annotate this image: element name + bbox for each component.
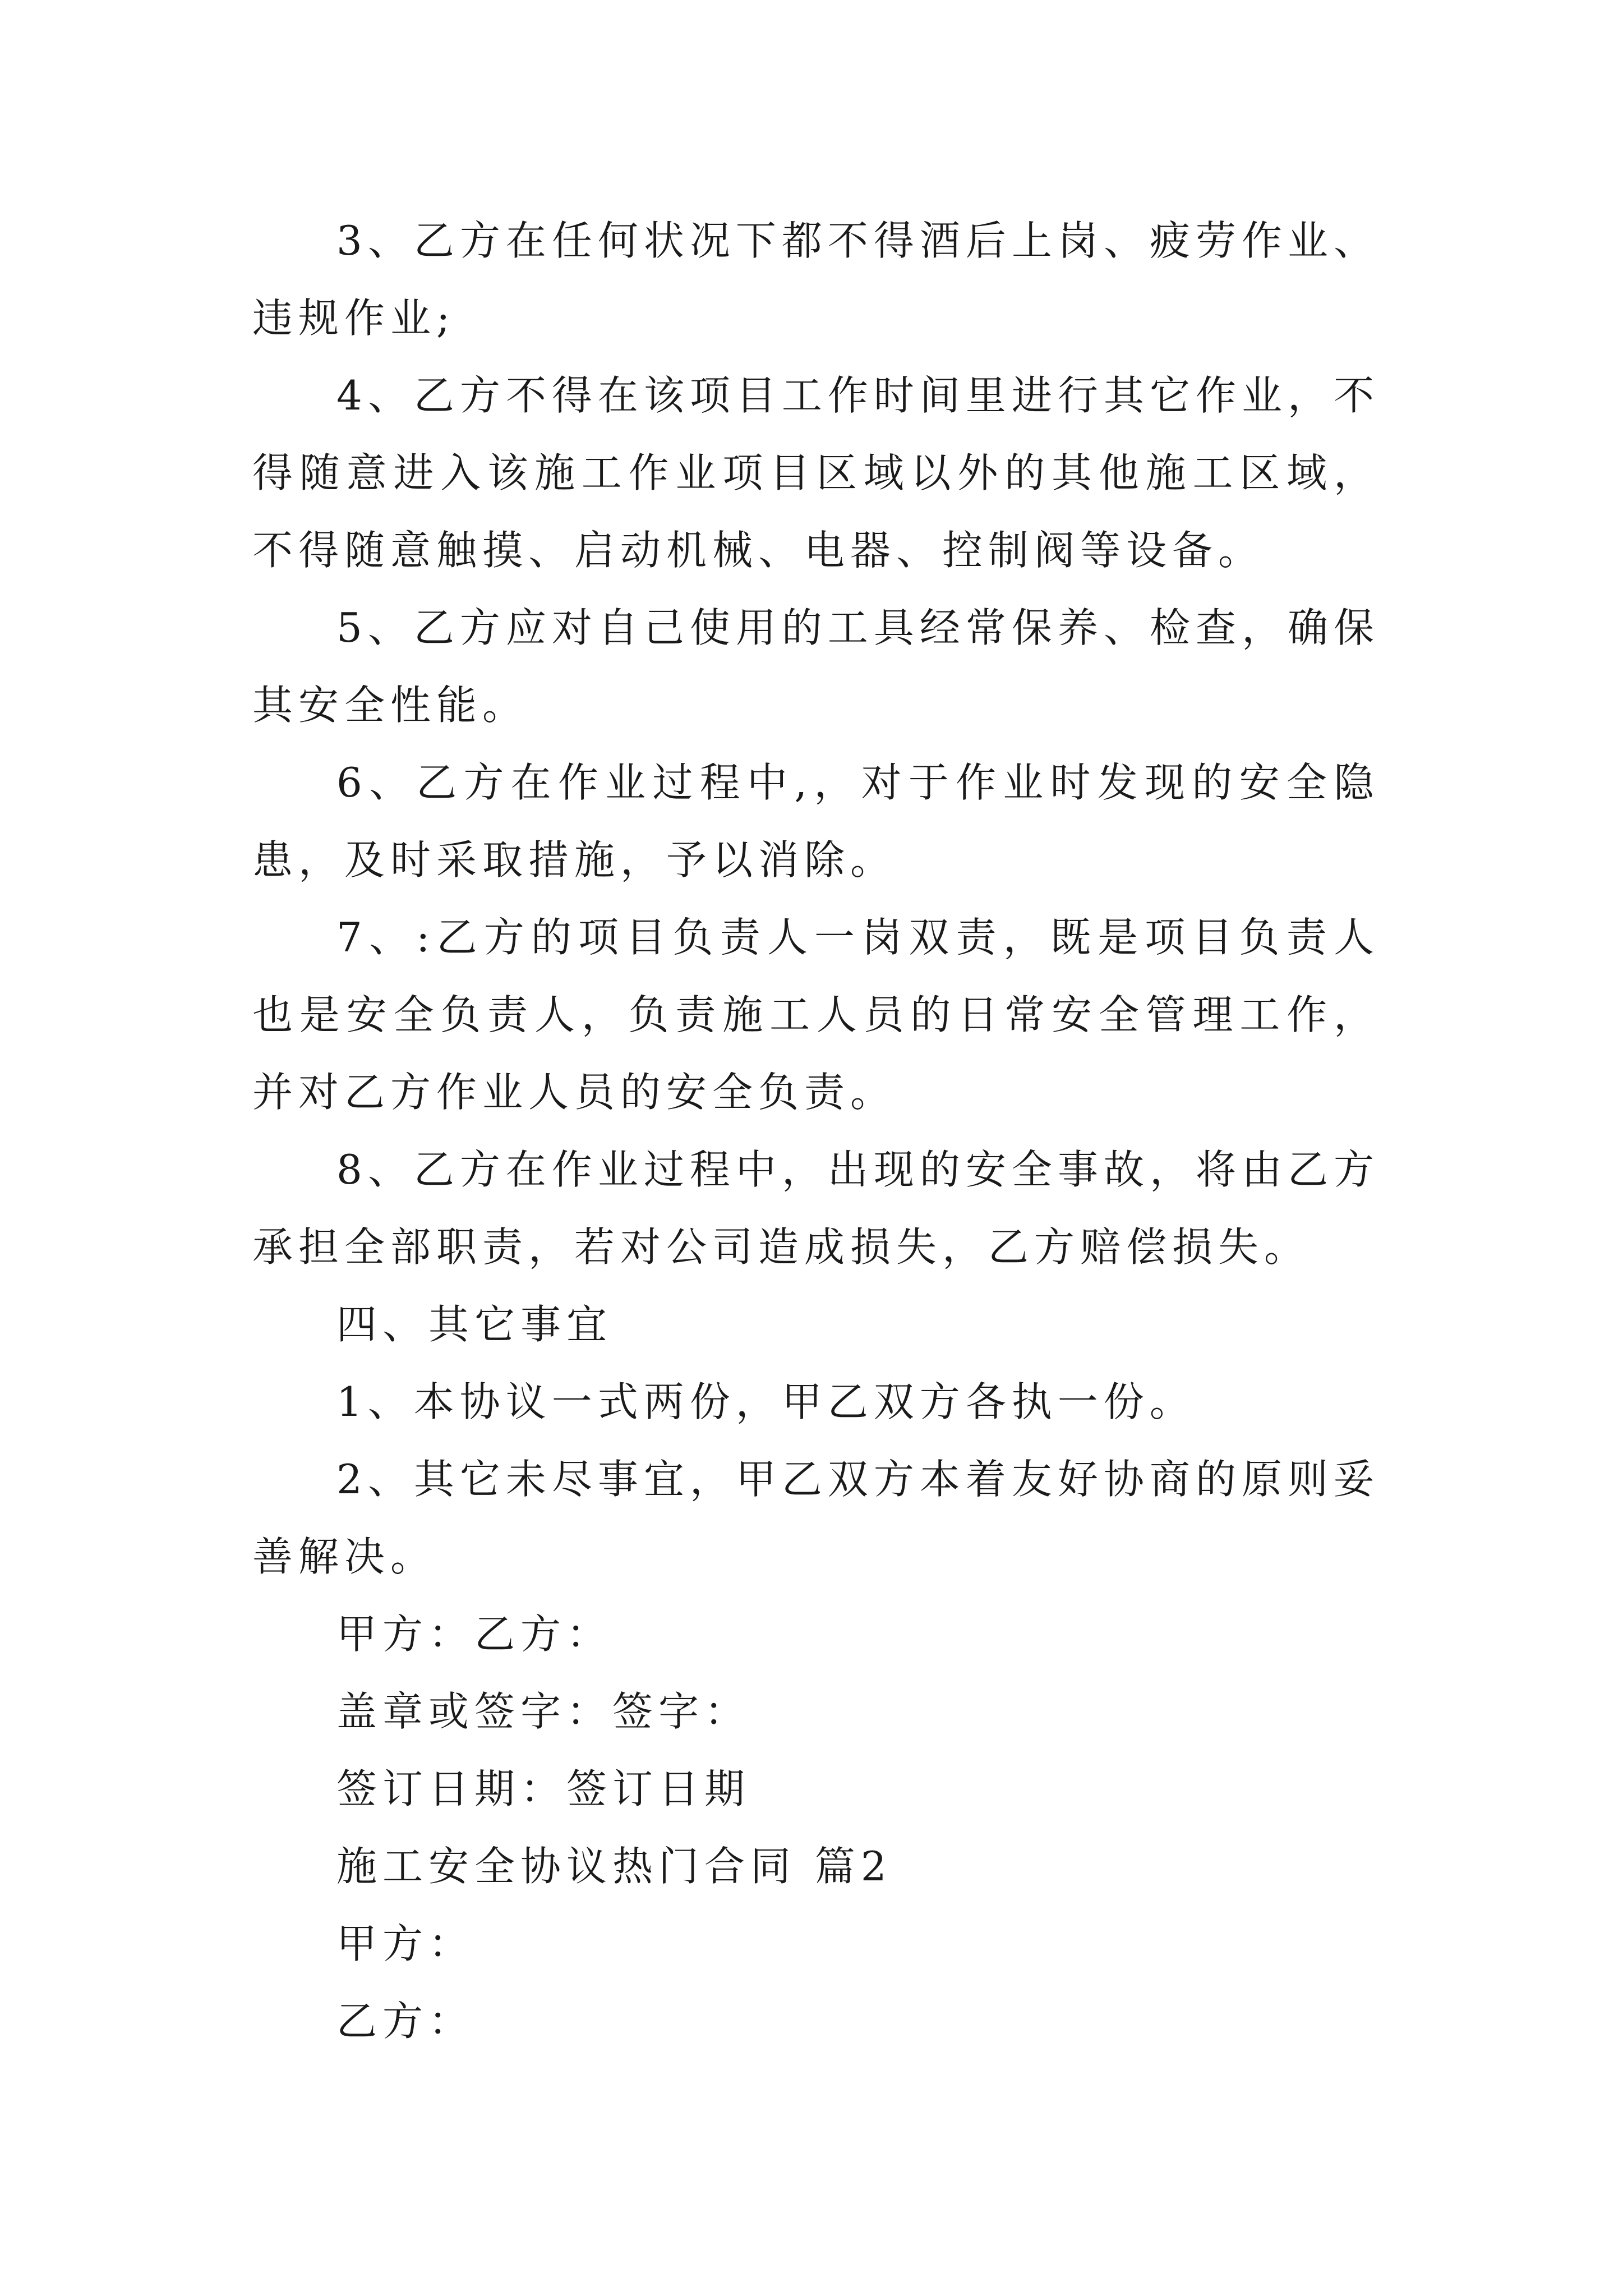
paragraph-other-2: 2、其它未尽事宜，甲乙双方本着友好协商的原则妥善解决。: [252, 1456, 1380, 1580]
paragraph-clause-5: 5、乙方应对自己使用的工具经常保养、检查，确保其安全性能。: [252, 604, 1380, 729]
section-heading-other-matters: 四、其它事宜: [336, 1301, 613, 1348]
signature-date-line: 签订日期：签订日期: [336, 1765, 751, 1812]
paragraph-clause-4: 4、乙方不得在该项目工作时间里进行其它作业，不得随意进入该施工作业项目区域以外的其他施工区域，不得随意触摸、启动机械、电器、控制阀等设备。: [252, 372, 1380, 574]
paragraph-clause-8: 8、乙方在作业过程中，出现的安全事故，将由乙方承担全部职责，若对公司造成损失，乙方赔偿损失。: [252, 1146, 1380, 1271]
signature-parties-line: 甲方：乙方：: [336, 1611, 613, 1658]
party-a-line: 甲方：: [336, 1920, 475, 1967]
signature-seal-line: 盖章或签字：签字：: [336, 1688, 751, 1735]
document-body: [252, 202, 1380, 2060]
party-b-line: 乙方：: [336, 1998, 475, 2045]
paragraph-other-1: 1、本协议一式两份，甲乙双方各执一份。: [336, 1378, 1196, 1425]
paragraph-clause-3: 3、乙方在任何状况下都不得酒后上岗、疲劳作业、违规作业;: [252, 217, 1380, 342]
paragraph-clause-7: 7、:乙方的项目负责人一岗双责，既是项目负责人也是安全负责人，负责施工人员的日常安全管理工作，并对乙方作业人员的安全负责。: [252, 914, 1380, 1116]
next-contract-title: 施工安全协议热门合同 篇2: [336, 1843, 892, 1890]
paragraph-clause-6: 6、乙方在作业过程中,，对于作业时发现的安全隐患，及时采取措施，予以消除。: [252, 759, 1380, 884]
